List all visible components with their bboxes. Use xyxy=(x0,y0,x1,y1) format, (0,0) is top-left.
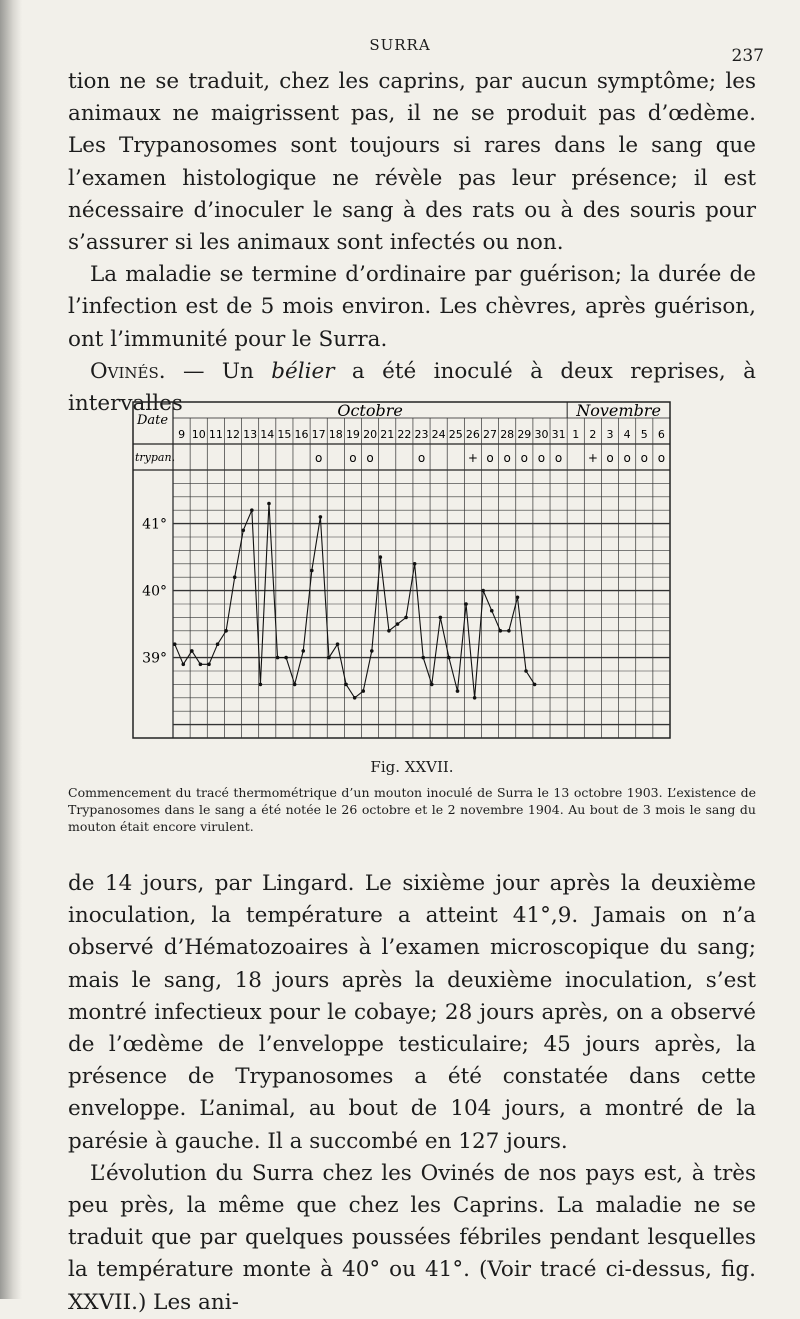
day-tick-label: 25 xyxy=(448,428,463,441)
day-tick-label: 1 xyxy=(572,428,580,441)
temperature-point xyxy=(207,663,211,667)
month-label-octobre: Octobre xyxy=(337,401,403,420)
temperature-point xyxy=(293,683,297,687)
temperature-chart xyxy=(118,394,688,744)
trypan-mark: + xyxy=(467,451,478,465)
temperature-point xyxy=(387,629,391,633)
temperature-point xyxy=(533,683,537,687)
temperature-point xyxy=(490,609,494,613)
bottom-text-block xyxy=(68,868,756,1319)
page-header xyxy=(0,36,800,66)
temperature-point xyxy=(516,596,520,600)
temperature-point xyxy=(481,589,485,593)
row-label-date: Date xyxy=(137,413,169,428)
temperature-point xyxy=(310,569,314,573)
ovines-dash: — Un xyxy=(165,358,272,384)
ovines-label: Ovinés. xyxy=(90,358,166,384)
day-tick-label: 18 xyxy=(328,428,343,441)
day-tick-label: 21 xyxy=(380,428,395,441)
temperature-point xyxy=(413,562,417,566)
trypan-mark: o xyxy=(623,451,631,465)
day-tick-label: 16 xyxy=(294,428,309,441)
day-tick-label: 6 xyxy=(657,428,665,441)
trypan-mark: o xyxy=(366,451,374,465)
figure-caption-area xyxy=(68,758,756,835)
trypan-mark: o xyxy=(606,451,614,465)
temperature-point xyxy=(241,529,245,533)
temperature-point xyxy=(259,683,263,687)
day-tick-label: 4 xyxy=(623,428,631,441)
temperature-point xyxy=(447,656,451,660)
day-tick-label: 30 xyxy=(534,428,549,441)
trypan-mark: o xyxy=(640,451,648,465)
temperature-point xyxy=(404,616,408,620)
temperature-point xyxy=(190,649,194,653)
day-tick-label: 11 xyxy=(208,428,223,441)
y-tick-label: 39° xyxy=(142,650,167,667)
temperature-chart-svg xyxy=(118,394,688,744)
trypan-mark: + xyxy=(587,451,598,465)
day-tick-label: 28 xyxy=(500,428,515,441)
temperature-point xyxy=(181,663,185,667)
temperature-point xyxy=(499,629,503,633)
day-tick-label: 31 xyxy=(551,428,566,441)
temperature-point xyxy=(224,629,228,633)
figure-caption: Commencement du tracé thermométrique d’un mouton inoculé de Surra le 13 octobre 1903. L’existence de Trypanosomes dans le sang a été notée le 26 octobre et le 2 novembre 1904. Au bout de 3 mois le sang du mouton était encore virulent. xyxy=(68,785,756,834)
trypan-mark: o xyxy=(349,451,357,465)
day-tick-label: 9 xyxy=(178,428,186,441)
y-tick-label: 41° xyxy=(142,516,167,533)
day-tick-label: 23 xyxy=(414,428,429,441)
temperature-point xyxy=(370,649,374,653)
temperature-point xyxy=(250,508,254,512)
day-tick-label: 15 xyxy=(277,428,292,441)
day-tick-label: 27 xyxy=(483,428,498,441)
trypan-mark: o xyxy=(657,451,666,465)
trypan-mark: o xyxy=(554,451,563,465)
day-tick-label: 24 xyxy=(431,428,446,441)
temperature-point xyxy=(276,656,280,660)
top-text-block xyxy=(68,66,756,420)
temperature-point xyxy=(473,696,477,700)
running-title: SURRA xyxy=(369,36,431,54)
temperature-point xyxy=(353,696,357,700)
day-tick-label: 20 xyxy=(363,428,378,441)
ovines-rest: a été inoculé à deux reprises, à intervalles xyxy=(68,358,756,417)
day-tick-label: 17 xyxy=(311,428,326,441)
temperature-point xyxy=(267,502,271,506)
page-binding-shadow xyxy=(0,0,22,1299)
figure-label: Fig. XXVII. xyxy=(370,758,454,776)
trypan-mark: o xyxy=(520,451,528,465)
temperature-point xyxy=(284,656,288,660)
temperature-point xyxy=(361,689,365,693)
day-tick-label: 29 xyxy=(517,428,532,441)
day-tick-label: 10 xyxy=(191,428,206,441)
month-label-novembre: Novembre xyxy=(576,401,661,420)
paragraph-lingard: de 14 jours, par Lingard. Le sixième jour après la deuxième inoculation, la température a atteint 41°,9. Jamais on n’a observé d’Hématozoaires à l’examen microscopique du sang; mais le sang, 18 jours après la deuxième inoculation, s’est montré infectieux pour le cobaye; 28 jours après, on a observé de l’œdème de l’enveloppe testiculaire; 45 jours après, la présence de Trypanosomes a été constatée dans cette enveloppe. L’animal, au bout de 104 jours, a montré de la parésie à gauche. Il a succombé en 127 jours. xyxy=(68,871,756,1154)
temperature-point xyxy=(319,515,323,519)
day-tick-label: 22 xyxy=(397,428,412,441)
temperature-point xyxy=(173,642,177,646)
temperature-point xyxy=(301,649,305,653)
temperature-series-line xyxy=(175,504,535,698)
day-tick-label: 2 xyxy=(589,428,597,441)
y-tick-label: 40° xyxy=(142,583,167,600)
row-label-trypan: trypan. xyxy=(135,451,176,464)
page-number: 237 xyxy=(731,46,764,66)
paragraph-caprins: tion ne se traduit, chez les caprins, par aucun symptôme; les animaux ne maigrissent pas, il ne se produit pas d’œdème. Les Trypanosomes sont toujours si rares dans le sang que l’examen histologique ne révèle pas leur présence; il est nécessaire d’inoculer le sang à des rats ou à des souris pour s’assurer si les animaux sont infectés ou non. xyxy=(68,69,756,256)
temperature-point xyxy=(379,555,383,559)
day-tick-label: 12 xyxy=(225,428,240,441)
day-tick-label: 13 xyxy=(243,428,258,441)
paragraph-evolution: L’évolution du Surra chez les Ovinés de nos pays est, à très peu près, la même que chez les Caprins. La maladie ne se traduit que par quelques poussées fébriles pendant lesquelles la température monte à 40° ou 41°. (Voir tracé ci-dessus, fig. XXVII.) Les ani- xyxy=(68,1160,756,1315)
temperature-point xyxy=(430,683,434,687)
temperature-point xyxy=(344,683,348,687)
trypan-mark: o xyxy=(315,451,323,465)
temperature-point xyxy=(233,575,237,579)
paragraph-guerison: La maladie se termine d’ordinaire par guérison; la durée de l’infection est de 5 mois environ. Les chèvres, après guérison, ont l’immunité pour le Surra. xyxy=(68,262,756,352)
temperature-point xyxy=(456,689,460,693)
trypan-mark: o xyxy=(486,451,494,465)
temperature-point xyxy=(336,642,340,646)
temperature-point xyxy=(507,629,511,633)
day-tick-label: 3 xyxy=(606,428,614,441)
temperature-point xyxy=(439,616,443,620)
trypan-mark: o xyxy=(537,451,546,465)
temperature-point xyxy=(464,602,468,606)
day-tick-label: 14 xyxy=(260,428,275,441)
temperature-point xyxy=(327,656,331,660)
trypan-mark: o xyxy=(503,451,511,465)
temperature-point xyxy=(524,669,528,673)
temperature-point xyxy=(421,656,425,660)
ovines-emphasis: bélier xyxy=(271,358,335,384)
day-tick-label: 26 xyxy=(465,428,480,441)
day-tick-label: 5 xyxy=(640,428,648,441)
temperature-point xyxy=(396,622,400,626)
trypan-mark: o xyxy=(417,451,426,465)
day-tick-label: 19 xyxy=(345,428,360,441)
temperature-point xyxy=(216,642,220,646)
temperature-point xyxy=(199,663,203,667)
